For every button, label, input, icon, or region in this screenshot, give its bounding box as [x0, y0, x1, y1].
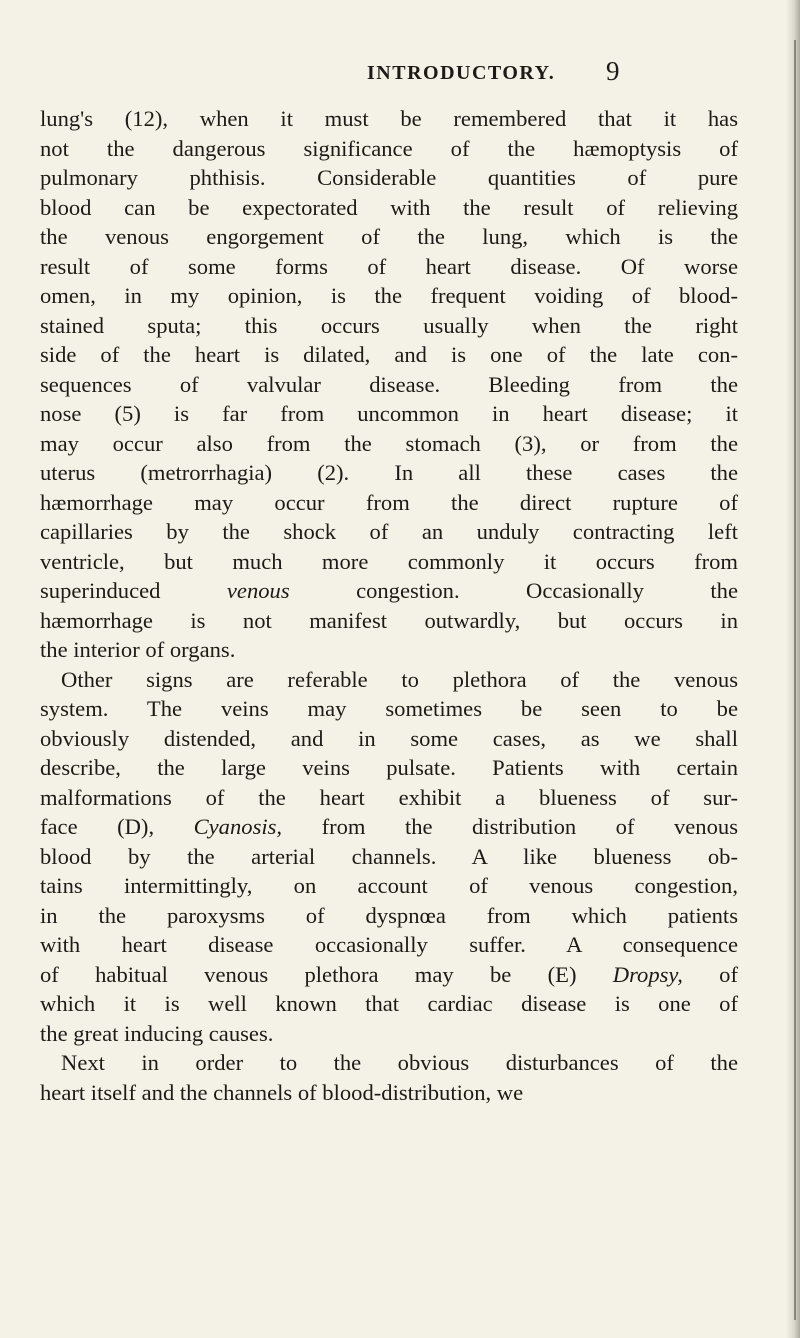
text-line: which it is well known that cardiac disease is one of — [40, 991, 738, 1016]
text-run: superinduced — [40, 578, 161, 603]
text-line: omen, in my opinion, is the frequent voiding of blood- — [40, 283, 738, 308]
text-line-mixed — [40, 576, 738, 606]
text-line-mixed — [40, 960, 738, 990]
text-line: heart itself and the channels of blood-distribution, we — [40, 1079, 524, 1105]
text-line: malformations of the heart exhibit a blueness of sur- — [40, 784, 738, 810]
text-line-mixed — [40, 812, 738, 842]
text-line: hæmorrhage may occur from the direct rupture of — [40, 489, 738, 515]
page-edge-shadow — [786, 0, 800, 1338]
text-line: result of some forms of heart disease. Of worse — [40, 253, 738, 279]
text-line: tains intermittingly, on account of venous congestion, — [40, 873, 738, 898]
text-line: the interior of organs. — [40, 637, 236, 662]
text-line: lung's (12), when it must be remembered that it has — [40, 106, 738, 131]
paragraph-start-line: Next in order to the obvious disturbances of the — [61, 1050, 738, 1075]
text-run: of habitual venous plethora may be (E) — [40, 961, 577, 987]
text-line: the great inducing causes. — [40, 1020, 274, 1046]
text-line: may occur also from the stomach (3), or from the — [40, 430, 738, 456]
text-line: in the paroxysms of dyspnœa from which patients — [40, 902, 738, 928]
text-line: hæmorrhage is not manifest outwardly, but occurs in — [40, 607, 738, 633]
running-head — [0, 58, 800, 92]
text-line: ventricle, but much more commonly it occurs from — [40, 548, 738, 574]
italic-term: Dropsy, — [612, 961, 683, 987]
text-line: not the dangerous significance of the hæmoptysis of — [40, 135, 738, 161]
running-title: INTRODUCTORY. — [367, 62, 556, 84]
text-run: of — [719, 961, 738, 987]
text-line: uterus (metrorrhagia) (2). In all these cases the — [40, 460, 738, 485]
text-run: from the distribution of venous — [321, 814, 738, 839]
text-run: congestion. Occasionally the — [356, 578, 738, 603]
italic-term: Cyanosis, — [193, 814, 283, 839]
body-text — [40, 104, 780, 1107]
text-line: describe, the large veins pulsate. Patients with certain — [40, 755, 738, 780]
text-line: with heart disease occasionally suffer. A consequence — [40, 932, 738, 957]
paragraph-start-line — [40, 665, 738, 695]
italic-term: venous — [226, 578, 290, 603]
text-line: pulmonary phthisis. Considerable quantities of pure — [40, 165, 738, 190]
text-line: capillaries by the shock of an unduly contracting left — [40, 519, 738, 544]
page-edge-line — [794, 40, 796, 1320]
text-line: obviously distended, and in some cases, as we shall — [40, 725, 738, 751]
text-line: side of the heart is dilated, and is one of the late con- — [40, 342, 738, 367]
text-line: nose (5) is far from uncommon in heart disease; it — [40, 401, 738, 426]
text-run: Other signs are referable to plethora of the venous — [61, 666, 738, 692]
text-line: the venous engorgement of the lung, which is the — [40, 224, 738, 249]
text-line: stained sputa; this occurs usually when the right — [40, 312, 738, 338]
text-run: face (D), — [40, 814, 155, 839]
text-line: sequences of valvular disease. Bleeding from the — [40, 371, 738, 397]
text-line: blood can be expectorated with the result of relieving — [40, 194, 738, 220]
text-line: system. The veins may sometimes be seen to be — [40, 696, 738, 721]
text-line: blood by the arterial channels. A like blueness ob- — [40, 843, 738, 869]
page-number: 9 — [606, 56, 620, 86]
